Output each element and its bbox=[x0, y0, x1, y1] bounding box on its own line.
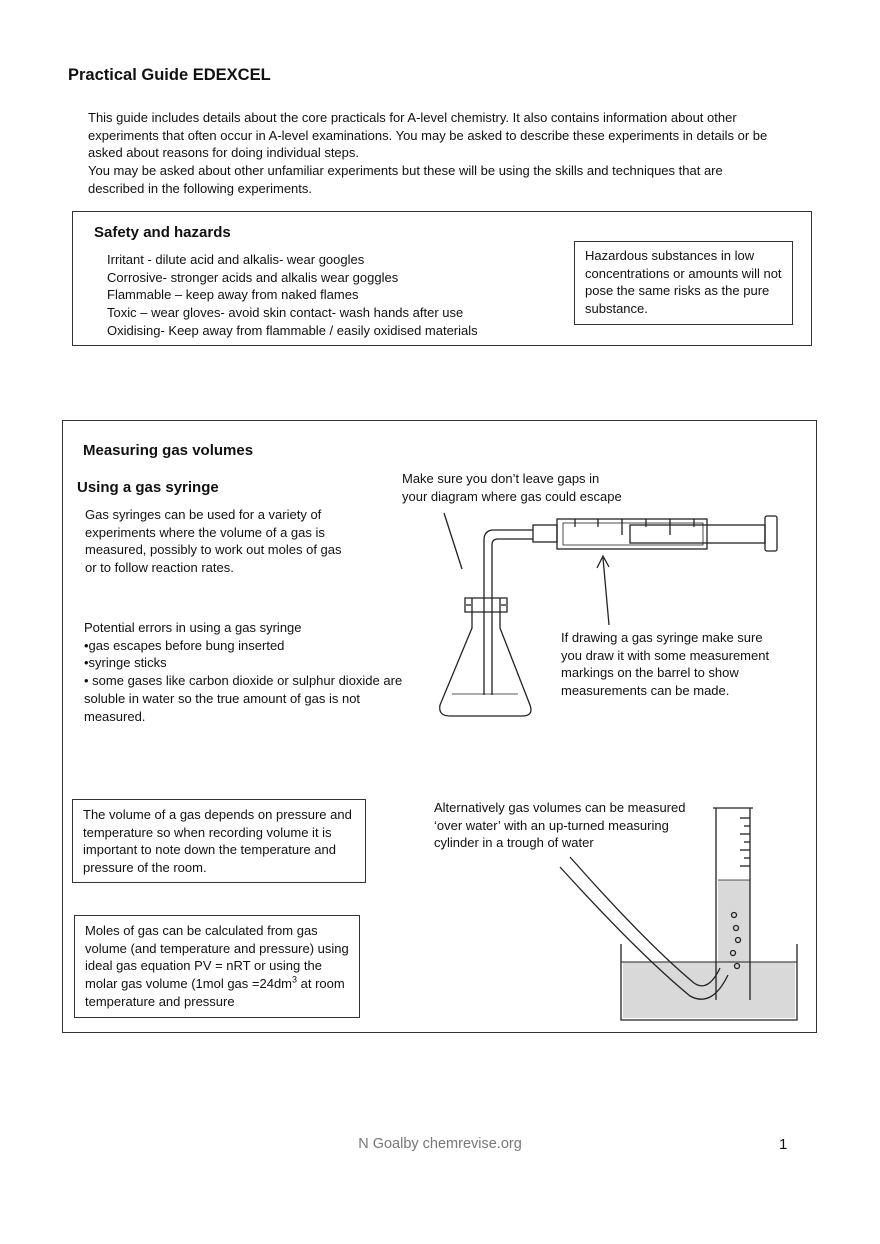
page-number: 1 bbox=[779, 1136, 788, 1153]
gas-heading: Measuring gas volumes bbox=[83, 442, 254, 459]
drawing-note: If drawing a gas syringe make sure you draw it with some measurement markings on the barrel to show measurements can be made. bbox=[561, 630, 770, 699]
cylinder-water bbox=[718, 880, 750, 962]
moles-text-end: at room temperature and pressure bbox=[85, 976, 345, 1009]
safety-item: Corrosive- stronger acids and alkalis wear goggles bbox=[107, 269, 399, 285]
intro-paragraph-2: You may be asked about other unfamiliar experiments but these will be using the skills and techniques that are described in the following experiments. bbox=[88, 163, 723, 196]
syringe-text: Gas syringes can be used for a variety of experiments where the volume of a gas is measured, possibly to work out moles of gas or to follow reaction rates. bbox=[85, 507, 342, 576]
error-item: •syringe sticks bbox=[84, 655, 167, 671]
moles-text-main: Moles of gas can be calculated from gas volume (and temperature and pressure) using ideal gas equation PV = nRT or using the molar gas volume (1mol gas =24dm bbox=[85, 923, 349, 992]
moles-text-superscript: 3 bbox=[292, 974, 298, 985]
error-item: • some gases like carbon dioxide or sulphur dioxide are soluble in water so the true amount of gas is not measured. bbox=[84, 673, 403, 724]
page-title: Practical Guide EDEXCEL bbox=[68, 66, 271, 84]
error-item: •gas escapes before bung inserted bbox=[84, 637, 285, 653]
safety-item: Oxidising- Keep away from flammable / easily oxidised materials bbox=[107, 322, 478, 338]
hazard-note: Hazardous substances in low concentrations or amounts will not pose the same risks as the pure substance. bbox=[585, 248, 782, 317]
safety-item: Toxic – wear gloves- avoid skin contact- wash hands after use bbox=[107, 305, 464, 321]
volume-text: The volume of a gas depends on pressure and temperature so when recording volume it is important to note down the temperature and pressure of the room. bbox=[83, 807, 352, 876]
trough-water bbox=[623, 962, 795, 1018]
over-water-text: Alternatively gas volumes can be measured ‘over water’ with an up-turned measuring cylinder in a trough of water bbox=[434, 800, 686, 851]
gas-subheading: Using a gas syringe bbox=[77, 479, 219, 496]
errors-title: Potential errors in using a gas syringe bbox=[84, 620, 302, 635]
footer-credit: N Goalby chemrevise.org bbox=[358, 1136, 522, 1152]
safety-item: Flammable – keep away from naked flames bbox=[107, 287, 359, 303]
gaps-note: Make sure you don’t leave gaps in your diagram where gas could escape bbox=[402, 471, 622, 504]
safety-heading: Safety and hazards bbox=[94, 224, 231, 241]
safety-item: Irritant - dilute acid and alkalis- wear googles bbox=[107, 252, 365, 267]
intro-paragraph-1: This guide includes details about the core practicals for A-level chemistry. It also contains information about other experiments that often occur in A-level examinations. You may be asked to describe these experiments in details or be asked about reasons for doing individual steps. bbox=[88, 110, 768, 161]
